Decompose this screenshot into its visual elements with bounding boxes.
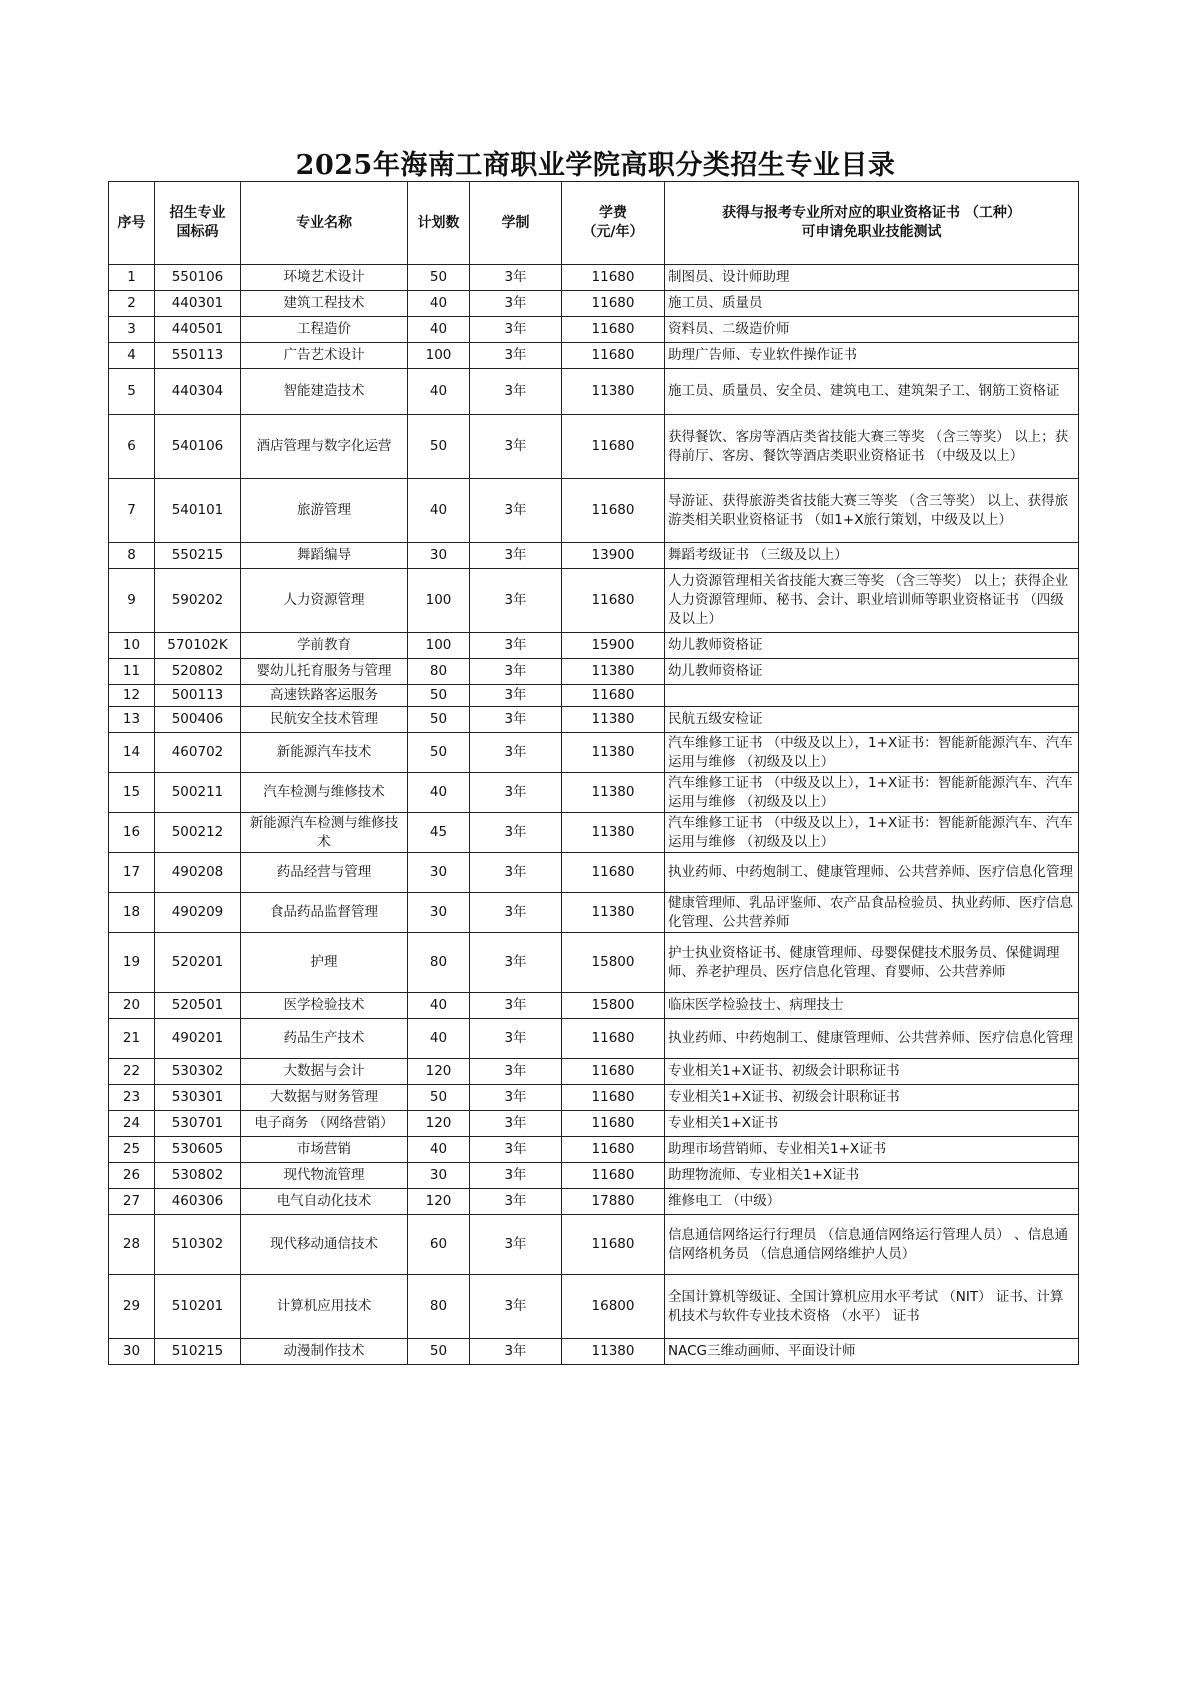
table-header-row xyxy=(109,182,1079,265)
cell-plan: 50 xyxy=(408,707,470,733)
table-row xyxy=(109,1111,1079,1137)
cell-plan: 100 xyxy=(408,633,470,659)
cell-fee: 11680 xyxy=(562,1137,665,1163)
cell-name: 人力资源管理 xyxy=(241,569,408,633)
cell-code: 540106 xyxy=(155,415,241,479)
cell-code: 520501 xyxy=(155,993,241,1019)
header-code xyxy=(155,182,241,265)
cell-name: 建筑工程技术 xyxy=(241,291,408,317)
cell-cert: 获得餐饮、客房等酒店类省技能大赛三等奖 （含三等奖） 以上；获得前厅、客房、餐饮等酒店类职业资格证书 （中级及以上） xyxy=(665,415,1079,479)
cell-cert: 专业相关1+X证书、初级会计职称证书 xyxy=(665,1059,1079,1085)
cell-seq: 30 xyxy=(109,1339,155,1365)
cell-name: 广告艺术设计 xyxy=(241,343,408,369)
cell-seq: 11 xyxy=(109,659,155,685)
cell-cert: 全国计算机等级证、全国计算机应用水平考试 （NIT） 证书、计算机技术与软件专业技术资格 （水平） 证书 xyxy=(665,1275,1079,1339)
cell-code: 570102K xyxy=(155,633,241,659)
table-row xyxy=(109,933,1079,993)
cell-seq: 6 xyxy=(109,415,155,479)
cell-name: 高速铁路客运服务 xyxy=(241,685,408,707)
cell-plan: 50 xyxy=(408,733,470,773)
table-row xyxy=(109,343,1079,369)
cell-seq: 4 xyxy=(109,343,155,369)
cell-name: 市场营销 xyxy=(241,1137,408,1163)
cell-code: 460306 xyxy=(155,1189,241,1215)
cell-name: 酒店管理与数字化运营 xyxy=(241,415,408,479)
cell-plan: 50 xyxy=(408,265,470,291)
cell-duration: 3年 xyxy=(470,659,562,685)
cell-cert: NACG三维动画师、平面设计师 xyxy=(665,1339,1079,1365)
cell-duration: 3年 xyxy=(470,893,562,933)
cell-seq: 5 xyxy=(109,369,155,415)
cell-name: 大数据与会计 xyxy=(241,1059,408,1085)
cell-seq: 26 xyxy=(109,1163,155,1189)
table-row xyxy=(109,479,1079,543)
cell-seq: 13 xyxy=(109,707,155,733)
cell-plan: 40 xyxy=(408,317,470,343)
cell-cert: 汽车维修工证书 （中级及以上），1+X证书：智能新能源汽车、汽车运用与维修 （初级及以上） xyxy=(665,813,1079,853)
cell-cert: 助理物流师、专业相关1+X证书 xyxy=(665,1163,1079,1189)
cell-plan: 30 xyxy=(408,1163,470,1189)
cell-duration: 3年 xyxy=(470,853,562,893)
cell-fee: 17880 xyxy=(562,1189,665,1215)
header-fee-line2: （元/年） xyxy=(582,224,644,240)
cell-code: 530802 xyxy=(155,1163,241,1189)
table-row xyxy=(109,685,1079,707)
cell-duration: 3年 xyxy=(470,479,562,543)
table-row xyxy=(109,773,1079,813)
cell-duration: 3年 xyxy=(470,569,562,633)
cell-code: 460702 xyxy=(155,733,241,773)
cell-cert: 导游证、获得旅游类省技能大赛三等奖 （含三等奖） 以上、获得旅游类相关职业资格证书 （如1+X旅行策划，中级及以上） xyxy=(665,479,1079,543)
table-row xyxy=(109,1085,1079,1111)
cell-name: 药品经营与管理 xyxy=(241,853,408,893)
cell-cert: 施工员、质量员、安全员、建筑电工、建筑架子工、钢筋工资格证 xyxy=(665,369,1079,415)
cell-cert: 幼儿教师资格证 xyxy=(665,659,1079,685)
cell-fee: 11380 xyxy=(562,813,665,853)
cell-cert: 助理市场营销师、专业相关1+X证书 xyxy=(665,1137,1079,1163)
cell-plan: 40 xyxy=(408,1019,470,1059)
cell-name: 电子商务 （网络营销） xyxy=(241,1111,408,1137)
cell-fee: 15900 xyxy=(562,633,665,659)
table-row xyxy=(109,1137,1079,1163)
cell-duration: 3年 xyxy=(470,1137,562,1163)
cell-plan: 40 xyxy=(408,773,470,813)
cell-fee: 11380 xyxy=(562,733,665,773)
header-cert-line2: 可申请免职业技能测试 xyxy=(801,224,942,240)
cell-name: 智能建造技术 xyxy=(241,369,408,415)
cell-code: 520802 xyxy=(155,659,241,685)
cell-fee: 15800 xyxy=(562,993,665,1019)
cell-code: 540101 xyxy=(155,479,241,543)
cell-fee: 11380 xyxy=(562,707,665,733)
cell-code: 510302 xyxy=(155,1215,241,1275)
cell-code: 590202 xyxy=(155,569,241,633)
cell-seq: 20 xyxy=(109,993,155,1019)
cell-plan: 40 xyxy=(408,369,470,415)
cell-duration: 3年 xyxy=(470,1059,562,1085)
cell-seq: 9 xyxy=(109,569,155,633)
cell-name: 动漫制作技术 xyxy=(241,1339,408,1365)
cell-seq: 10 xyxy=(109,633,155,659)
cell-duration: 3年 xyxy=(470,933,562,993)
cell-seq: 22 xyxy=(109,1059,155,1085)
cell-seq: 7 xyxy=(109,479,155,543)
table-row xyxy=(109,1163,1079,1189)
cell-cert: 舞蹈考级证书 （三级及以上） xyxy=(665,543,1079,569)
cell-cert: 执业药师、中药炮制工、健康管理师、公共营养师、医疗信息化管理 xyxy=(665,1019,1079,1059)
cell-name: 新能源汽车技术 xyxy=(241,733,408,773)
cell-fee: 11680 xyxy=(562,317,665,343)
cell-code: 550113 xyxy=(155,343,241,369)
cell-duration: 3年 xyxy=(470,291,562,317)
cell-seq: 25 xyxy=(109,1137,155,1163)
cell-plan: 40 xyxy=(408,479,470,543)
table-row xyxy=(109,659,1079,685)
cell-duration: 3年 xyxy=(470,343,562,369)
table-row xyxy=(109,633,1079,659)
header-fee xyxy=(562,182,665,265)
cell-plan: 120 xyxy=(408,1059,470,1085)
cell-name: 新能源汽车检测与维修技术 xyxy=(241,813,408,853)
cell-fee: 13900 xyxy=(562,543,665,569)
cell-duration: 3年 xyxy=(470,1085,562,1111)
cell-fee: 15800 xyxy=(562,933,665,993)
cell-seq: 18 xyxy=(109,893,155,933)
cell-plan: 40 xyxy=(408,1137,470,1163)
cell-duration: 3年 xyxy=(470,1275,562,1339)
cell-name: 民航安全技术管理 xyxy=(241,707,408,733)
cell-plan: 40 xyxy=(408,993,470,1019)
cell-code: 550106 xyxy=(155,265,241,291)
cell-code: 440301 xyxy=(155,291,241,317)
cell-fee: 11680 xyxy=(562,479,665,543)
cell-seq: 3 xyxy=(109,317,155,343)
cell-plan: 30 xyxy=(408,893,470,933)
cell-fee: 11680 xyxy=(562,343,665,369)
cell-plan: 50 xyxy=(408,685,470,707)
cell-duration: 3年 xyxy=(470,993,562,1019)
cell-code: 520201 xyxy=(155,933,241,993)
cell-fee: 11380 xyxy=(562,369,665,415)
cell-fee: 11680 xyxy=(562,1163,665,1189)
header-seq: 序号 xyxy=(109,182,155,265)
table-row xyxy=(109,265,1079,291)
cell-duration: 3年 xyxy=(470,543,562,569)
cell-name: 大数据与财务管理 xyxy=(241,1085,408,1111)
cell-name: 舞蹈编导 xyxy=(241,543,408,569)
cell-cert: 维修电工 （中级） xyxy=(665,1189,1079,1215)
cell-code: 500212 xyxy=(155,813,241,853)
cell-seq: 16 xyxy=(109,813,155,853)
cell-seq: 19 xyxy=(109,933,155,993)
cell-seq: 23 xyxy=(109,1085,155,1111)
header-plan: 计划数 xyxy=(408,182,470,265)
cell-plan: 45 xyxy=(408,813,470,853)
table-row xyxy=(109,813,1079,853)
cell-code: 440304 xyxy=(155,369,241,415)
table-row xyxy=(109,317,1079,343)
cell-duration: 3年 xyxy=(470,1189,562,1215)
cell-cert: 临床医学检验技士、病理技士 xyxy=(665,993,1079,1019)
cell-fee: 11680 xyxy=(562,291,665,317)
cell-cert: 民航五级安检证 xyxy=(665,707,1079,733)
cell-fee: 11680 xyxy=(562,569,665,633)
cell-seq: 28 xyxy=(109,1215,155,1275)
table-row xyxy=(109,543,1079,569)
cell-cert: 制图员、设计师助理 xyxy=(665,265,1079,291)
cell-name: 食品药品监督管理 xyxy=(241,893,408,933)
cell-seq: 21 xyxy=(109,1019,155,1059)
cell-code: 510201 xyxy=(155,1275,241,1339)
cell-duration: 3年 xyxy=(470,707,562,733)
table-row xyxy=(109,569,1079,633)
cell-code: 510215 xyxy=(155,1339,241,1365)
table-row xyxy=(109,1339,1079,1365)
header-cert xyxy=(665,182,1079,265)
cell-plan: 80 xyxy=(408,933,470,993)
cell-cert: 汽车维修工证书 （中级及以上），1+X证书：智能新能源汽车、汽车运用与维修 （初级及以上） xyxy=(665,733,1079,773)
table-row xyxy=(109,369,1079,415)
cell-fee: 11680 xyxy=(562,1215,665,1275)
cell-code: 500406 xyxy=(155,707,241,733)
cell-cert: 助理广告师、专业软件操作证书 xyxy=(665,343,1079,369)
cell-fee: 11380 xyxy=(562,773,665,813)
cell-seq: 1 xyxy=(109,265,155,291)
cell-duration: 3年 xyxy=(470,1019,562,1059)
cell-fee: 11380 xyxy=(562,893,665,933)
table-row xyxy=(109,733,1079,773)
cell-name: 旅游管理 xyxy=(241,479,408,543)
cell-seq: 24 xyxy=(109,1111,155,1137)
cell-duration: 3年 xyxy=(470,265,562,291)
cell-seq: 27 xyxy=(109,1189,155,1215)
cell-fee: 11680 xyxy=(562,265,665,291)
header-code-line1: 招生专业 xyxy=(169,205,226,221)
table-row xyxy=(109,291,1079,317)
cell-seq: 29 xyxy=(109,1275,155,1339)
cell-fee: 11680 xyxy=(562,1085,665,1111)
cell-duration: 3年 xyxy=(470,369,562,415)
cell-name: 医学检验技术 xyxy=(241,993,408,1019)
cell-code: 500113 xyxy=(155,685,241,707)
cell-name: 护理 xyxy=(241,933,408,993)
cell-plan: 50 xyxy=(408,1085,470,1111)
cell-plan: 100 xyxy=(408,343,470,369)
table-row xyxy=(109,415,1079,479)
cell-plan: 60 xyxy=(408,1215,470,1275)
cell-duration: 3年 xyxy=(470,317,562,343)
cell-fee: 11680 xyxy=(562,685,665,707)
cell-plan: 30 xyxy=(408,543,470,569)
cell-plan: 100 xyxy=(408,569,470,633)
cell-cert: 健康管理师、乳品评鉴师、农产品食品检验员、执业药师、医疗信息化管理、公共营养师 xyxy=(665,893,1079,933)
cell-seq: 14 xyxy=(109,733,155,773)
cell-fee: 11680 xyxy=(562,1059,665,1085)
cell-plan: 30 xyxy=(408,853,470,893)
cell-code: 490208 xyxy=(155,853,241,893)
cell-name: 电气自动化技术 xyxy=(241,1189,408,1215)
cell-fee: 11680 xyxy=(562,415,665,479)
cell-seq: 17 xyxy=(109,853,155,893)
cell-duration: 3年 xyxy=(470,1339,562,1365)
cell-cert: 护士执业资格证书、健康管理师、母婴保健技术服务员、保健调理师、养老护理员、医疗信息化管理、育婴师、公共营养师 xyxy=(665,933,1079,993)
cell-duration: 3年 xyxy=(470,415,562,479)
cell-name: 现代物流管理 xyxy=(241,1163,408,1189)
cell-plan: 80 xyxy=(408,1275,470,1339)
cell-duration: 3年 xyxy=(470,633,562,659)
cell-name: 汽车检测与维修技术 xyxy=(241,773,408,813)
cell-plan: 40 xyxy=(408,291,470,317)
cell-cert: 汽车维修工证书 （中级及以上），1+X证书：智能新能源汽车、汽车运用与维修 （初级及以上） xyxy=(665,773,1079,813)
table-row xyxy=(109,1215,1079,1275)
header-code-line2: 国标码 xyxy=(176,224,219,240)
cell-plan: 120 xyxy=(408,1111,470,1137)
cell-plan: 120 xyxy=(408,1189,470,1215)
cell-duration: 3年 xyxy=(470,1111,562,1137)
cell-cert: 专业相关1+X证书 xyxy=(665,1111,1079,1137)
enrollment-catalog-table xyxy=(108,181,1079,1365)
cell-plan: 50 xyxy=(408,415,470,479)
cell-seq: 8 xyxy=(109,543,155,569)
cell-duration: 3年 xyxy=(470,733,562,773)
cell-code: 500211 xyxy=(155,773,241,813)
table-row xyxy=(109,1019,1079,1059)
header-name: 专业名称 xyxy=(241,182,408,265)
cell-fee: 11680 xyxy=(562,1111,665,1137)
cell-cert: 幼儿教师资格证 xyxy=(665,633,1079,659)
cell-name: 工程造价 xyxy=(241,317,408,343)
cell-plan: 80 xyxy=(408,659,470,685)
header-duration: 学制 xyxy=(470,182,562,265)
table-row xyxy=(109,1189,1079,1215)
table-row xyxy=(109,707,1079,733)
cell-cert: 信息通信网络运行行理员 （信息通信网络运行管理人员） 、信息通信网络机务员 （信息通信网络维护人员） xyxy=(665,1215,1079,1275)
cell-name: 药品生产技术 xyxy=(241,1019,408,1059)
cell-plan: 50 xyxy=(408,1339,470,1365)
cell-code: 530301 xyxy=(155,1085,241,1111)
cell-fee: 16800 xyxy=(562,1275,665,1339)
cell-name: 计算机应用技术 xyxy=(241,1275,408,1339)
table-row xyxy=(109,1275,1079,1339)
cell-seq: 12 xyxy=(109,685,155,707)
cell-code: 490209 xyxy=(155,893,241,933)
cell-cert: 施工员、质量员 xyxy=(665,291,1079,317)
cell-cert: 资料员、二级造价师 xyxy=(665,317,1079,343)
cell-duration: 3年 xyxy=(470,813,562,853)
table-row xyxy=(109,1059,1079,1085)
cell-code: 550215 xyxy=(155,543,241,569)
header-cert-line1: 获得与报考专业所对应的职业资格证书 （工种） xyxy=(722,205,1021,221)
table-row xyxy=(109,993,1079,1019)
cell-name: 现代移动通信技术 xyxy=(241,1215,408,1275)
cell-fee: 11380 xyxy=(562,659,665,685)
cell-code: 440501 xyxy=(155,317,241,343)
cell-code: 530302 xyxy=(155,1059,241,1085)
cell-code: 530701 xyxy=(155,1111,241,1137)
cell-name: 学前教育 xyxy=(241,633,408,659)
cell-fee: 11680 xyxy=(562,1019,665,1059)
table-row xyxy=(109,893,1079,933)
cell-code: 490201 xyxy=(155,1019,241,1059)
cell-cert: 执业药师、中药炮制工、健康管理师、公共营养师、医疗信息化管理 xyxy=(665,853,1079,893)
cell-name: 婴幼儿托育服务与管理 xyxy=(241,659,408,685)
cell-seq: 15 xyxy=(109,773,155,813)
header-fee-line1: 学费 xyxy=(599,205,627,221)
cell-code: 530605 xyxy=(155,1137,241,1163)
cell-duration: 3年 xyxy=(470,773,562,813)
cell-cert: 人力资源管理相关省技能大赛三等奖 （含三等奖） 以上；获得企业人力资源管理师、秘书、会计、职业培训师等职业资格证书 （四级及以上） xyxy=(665,569,1079,633)
table-row xyxy=(109,853,1079,893)
cell-duration: 3年 xyxy=(470,1163,562,1189)
cell-duration: 3年 xyxy=(470,1215,562,1275)
cell-fee: 11380 xyxy=(562,1339,665,1365)
cell-fee: 11680 xyxy=(562,853,665,893)
cell-duration: 3年 xyxy=(470,685,562,707)
cell-cert xyxy=(665,685,1079,707)
page-title: 2025年海南工商职业学院高职分类招生专业目录 xyxy=(295,150,896,181)
cell-cert: 专业相关1+X证书、初级会计职称证书 xyxy=(665,1085,1079,1111)
cell-name: 环境艺术设计 xyxy=(241,265,408,291)
cell-seq: 2 xyxy=(109,291,155,317)
